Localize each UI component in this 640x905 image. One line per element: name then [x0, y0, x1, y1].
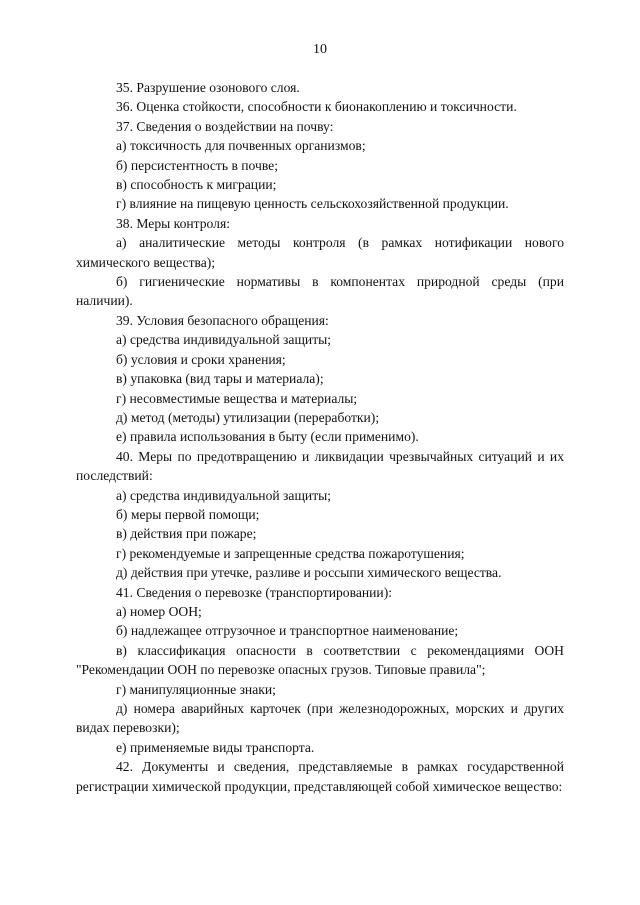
- paragraph-35: 35. Разрушение озонового слоя.: [116, 80, 300, 95]
- list-item: е) применяемые виды транспорта.: [116, 739, 315, 755]
- paragraph-40: 40. Меры по предотвращению и ликвидации чрезвычайных ситуаций и их последствий:: [76, 448, 564, 484]
- paragraph-41: 41. Сведения о перевозке (транспортировании):: [116, 584, 392, 600]
- list-item: а) средства индивидуальной защиты;: [116, 332, 332, 348]
- list-item: а) токсичность для почвенных организмов;: [116, 138, 366, 154]
- list-item: в) классификация опасности в соответствии с рекомендациями ООН "Рекомендации ООН по перевозке опасных грузов. Типовые правила";: [76, 642, 564, 678]
- page-number: 10: [313, 42, 327, 57]
- list-item: д) метод (методы) утилизации (переработки);: [116, 409, 380, 425]
- paragraph-37: 37. Сведения о воздействии на почву:: [116, 118, 334, 134]
- list-item: г) рекомендуемые и запрещенные средства пожаротушения;: [116, 545, 465, 561]
- list-item: б) надлежащее отгрузочное и транспортное наименование;: [116, 623, 459, 639]
- list-item: б) персистентность в почве;: [116, 157, 278, 173]
- list-item: а) средства индивидуальной защиты;: [116, 487, 332, 503]
- list-item: б) гигиенические нормативы в компонентах природной среды (при наличии).: [76, 274, 564, 309]
- paragraph-42: 42. Документы и сведения, представляемые в рамках государственной регистрации химической продукции, представляющей собой химическое вещество:: [76, 759, 564, 794]
- list-item: в) действия при пожаре;: [116, 526, 257, 542]
- list-item: д) действия при утечке, разливе и россыпи химического вещества.: [116, 565, 502, 581]
- paragraph-39: 39. Условия безопасного обращения:: [116, 312, 329, 328]
- paragraph-36: 36. Оценка стойкости, способности к бионакоплению и токсичности.: [116, 99, 517, 115]
- list-item: а) номер ООН;: [116, 603, 202, 619]
- document-body: [76, 78, 564, 796]
- list-item: б) условия и сроки хранения;: [116, 351, 286, 367]
- list-item: д) номера аварийных карточек (при железнодорожных, морских и других видах перевозки);: [76, 701, 564, 736]
- list-item: г) влияние на пищевую ценность сельскохозяйственной продукции.: [116, 196, 509, 212]
- list-item: а) аналитические методы контроля (в рамках нотификации нового химического вещества);: [76, 235, 564, 270]
- list-item: в) упаковка (вид тары и материала);: [116, 371, 324, 387]
- list-item: в) способность к миграции;: [116, 177, 277, 193]
- list-item: г) несовместимые вещества и материалы;: [116, 390, 358, 406]
- list-item: г) манипуляционные знаки;: [116, 681, 276, 697]
- list-item: е) правила использования в быту (если применимо).: [116, 429, 419, 445]
- paragraph-38: 38. Меры контроля:: [116, 215, 230, 231]
- list-item: б) меры первой помощи;: [116, 506, 260, 522]
